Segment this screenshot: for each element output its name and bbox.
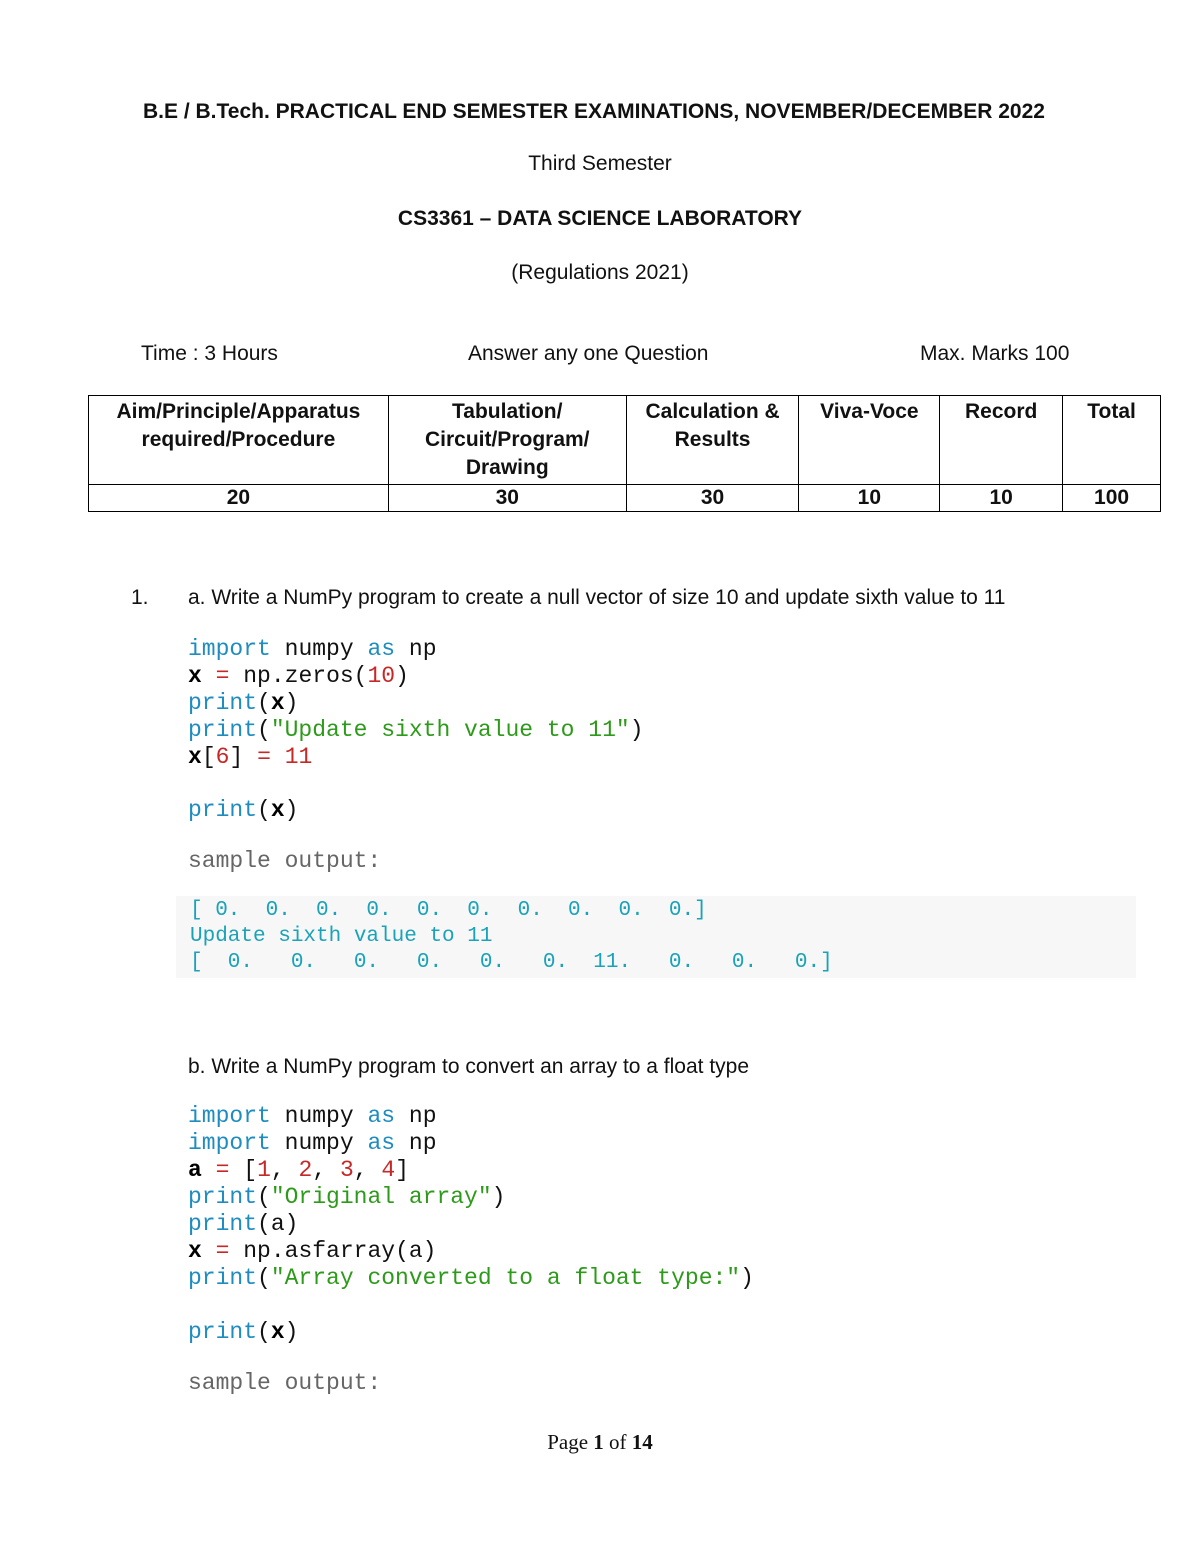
marks-table [88,395,1161,512]
value-cell: 100 [1063,485,1161,512]
code-block-1b: import numpy as np import numpy as np a = [1, 2, 3, 4] print("Original array") print(a) x = np.asfarray(a) print("Array converted to a float type:") [188,1103,754,1291]
code-block-1a: import numpy as np x = np.zeros(10) print(x) print("Update sixth value to 11") x[6] = 11 [188,636,644,770]
value-cell: 10 [799,485,940,512]
page-current: 1 [593,1430,604,1454]
max-marks-label: Max. Marks 100 [920,342,1070,365]
marks-header-row [89,396,1161,485]
code-print-1a: print(x) [188,797,299,823]
output-line: [ 0. 0. 0. 0. 0. 0. 0. 0. 0. 0.] [190,899,707,922]
header-cell: Record [940,396,1063,485]
course-title: CS3361 – DATA SCIENCE LABORATORY [397,207,803,230]
output-line: [ 0. 0. 0. 0. 0. 0. 11. 0. 0. 0.] [190,951,833,974]
sample-output-label-1b: sample output: [188,1370,382,1396]
header-cell: Viva-Voce [799,396,940,485]
marks-value-row [89,485,1161,512]
semester: Third Semester [528,152,672,175]
page-of: of [609,1430,627,1454]
value-cell: 20 [89,485,389,512]
page-total: 14 [631,1430,653,1454]
header-cell: Total [1063,396,1161,485]
output-line: Update sixth value to 11 [190,925,493,948]
header-cell: Calculation & Results [626,396,799,485]
code-print-1b: print(x) [188,1319,299,1345]
sample-output-label-1a: sample output: [188,848,382,874]
header-cell: Aim/Principle/Apparatus required/Procedure [89,396,389,485]
question-number: 1. [131,586,149,609]
value-cell: 30 [626,485,799,512]
instruction-label: Answer any one Question [468,342,709,365]
regulations: (Regulations 2021) [511,261,689,284]
question-1b-text: b. Write a NumPy program to convert an array to a float type [188,1055,750,1078]
value-cell: 30 [388,485,626,512]
header-cell: Tabulation/ Circuit/Program/ Drawing [388,396,626,485]
time-label: Time : 3 Hours [141,342,278,365]
value-cell: 10 [940,485,1063,512]
exam-title: B.E / B.Tech. PRACTICAL END SEMESTER EXAMINATIONS, NOVEMBER/DECEMBER 2022 [143,100,1045,123]
question-1a-text: a. Write a NumPy program to create a null vector of size 10 and update sixth value to 11 [188,586,1006,609]
page-label: Page [547,1430,589,1454]
page-footer [0,1430,1200,1455]
